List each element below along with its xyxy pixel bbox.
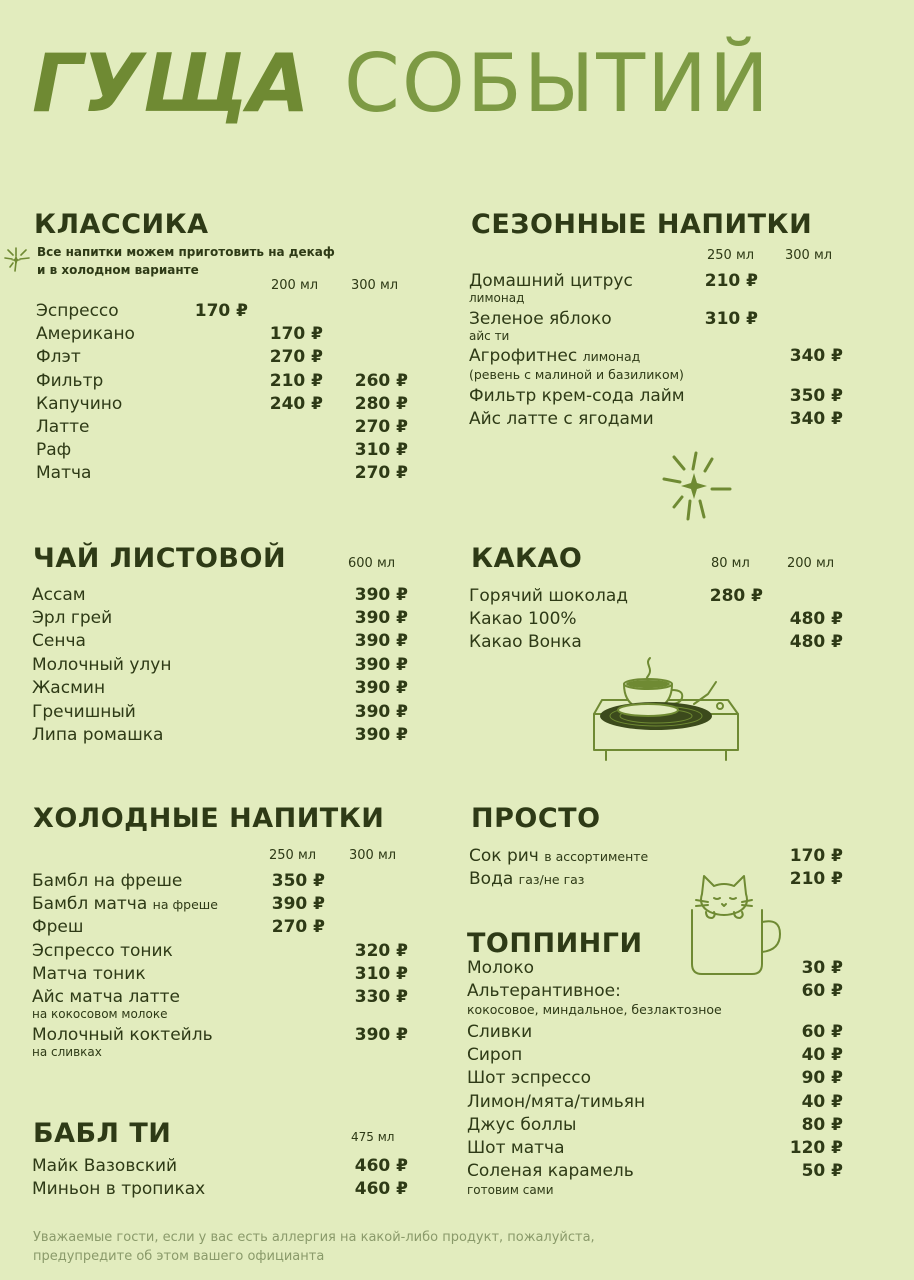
menu-item-price: 340 ₽ [789,409,843,429]
menu-item-name: Молочный улун [32,655,172,675]
menu-item-price: 330 ₽ [354,987,408,1007]
menu-item-price: 30 ₽ [801,958,843,978]
menu-item-name: Фильтр крем-сода лайм [469,386,685,406]
menu-item-name: Шот эспрессо [467,1068,592,1088]
menu-item-name: Раф [36,440,72,460]
size-label: 250 мл [269,848,317,863]
menu-item-price: 40 ₽ [801,1092,843,1112]
menu-item-price: 210 ₽ [269,371,323,391]
menu-item-sub: на сливках [32,1045,102,1059]
menu-item-name: Липа ромашка [32,725,164,745]
allergy-notice: Уважаемые гости, если у вас есть аллергия на какой-либо продукт, пожалуйста, предупредите об этом вашего официанта [33,1230,595,1264]
size-label: 300 мл [785,248,833,263]
cat-in-cup-icon [686,872,786,978]
menu-item-name: Фильтр [36,371,104,391]
menu-item-price: 390 ₽ [271,894,325,914]
menu-item-inline-sub: газ/не газ [518,872,585,887]
menu-item-name: Сок рич в ассортименте [469,846,649,866]
menu-item-price: 120 ₽ [789,1138,843,1158]
size-label: 250 мл [707,248,755,263]
menu-item-name: Зеленое яблоко [469,309,612,329]
menu-item-price: 80 ₽ [801,1115,843,1135]
menu-item-sub: кокосовое, миндальное, безлактозное [467,1002,722,1017]
section-title-bubble: БАБЛ ТИ [33,1118,172,1149]
menu-item-price: 170 ₽ [194,301,248,321]
menu-item-price: 260 ₽ [354,371,408,391]
section-title-tea: ЧАЙ ЛИСТОВОЙ [33,543,287,574]
menu-item-price: 170 ₽ [789,846,843,866]
menu-item-price: 60 ₽ [801,981,843,1001]
menu-item-price: 390 ₽ [354,678,408,698]
menu-item-inline-sub: на фреше [152,897,218,912]
menu-item-price: 480 ₽ [789,609,843,629]
menu-item-price: 270 ₽ [354,463,408,483]
menu-item-price: 480 ₽ [789,632,843,652]
menu-item-price: 320 ₽ [354,941,408,961]
size-label: 200 мл [787,556,835,571]
logo-sobytiy: СОБЫТИЙ [344,37,771,130]
menu-item-price: 460 ₽ [354,1179,408,1199]
menu-item-name: Джус боллы [467,1115,577,1135]
menu-item-price: 390 ₽ [354,725,408,745]
menu-item-price: 40 ₽ [801,1045,843,1065]
menu-item-price: 350 ₽ [789,386,843,406]
menu-item-name: Матча [36,463,92,483]
menu-item-price: 60 ₽ [801,1022,843,1042]
menu-item-price: 310 ₽ [354,964,408,984]
menu-item-name: Вода газ/не газ [469,869,585,889]
menu-item-price: 270 ₽ [354,417,408,437]
size-label: 80 мл [711,556,750,571]
menu-item-name: Какао 100% [469,609,577,629]
sparkle-icon [660,449,736,525]
menu-item-name: Горячий шоколад [469,586,628,606]
menu-item-name: Эспрессо тоник [32,941,173,961]
menu-item-name: Сливки [467,1022,533,1042]
menu-item-name: Фреш [32,917,84,937]
coffee-turntable-icon [588,654,744,766]
menu-item-price: 390 ₽ [354,1025,408,1045]
menu-item-sub: лимонад [469,291,525,305]
size-label: 475 мл [351,1130,395,1144]
size-label: 300 мл [349,848,397,863]
menu-item-name: Сироп [467,1045,523,1065]
menu-item-price: 170 ₽ [269,324,323,344]
menu-item-name: Майк Вазовский [32,1156,178,1176]
section-title-cocoa: КАКАО [471,543,583,574]
menu-item-name: Молочный коктейль [32,1025,213,1045]
menu-item-price: 210 ₽ [704,271,758,291]
menu-item-name: Сенча [32,631,86,651]
menu-item-price: 350 ₽ [271,871,325,891]
menu-item-name: Флэт [36,347,81,367]
menu-item-name: Альтерантивное: [467,981,621,1001]
section-title-classic: КЛАССИКА [34,209,209,240]
menu-item-name: Домашний цитрус [469,271,633,291]
menu-item-name: Латте [36,417,90,437]
menu-item-price: 90 ₽ [801,1068,843,1088]
classic-note: Все напитки можем приготовить на декаф и в холодном варианте [37,245,335,277]
menu-item-price: 390 ₽ [354,585,408,605]
size-label: 600 мл [348,556,396,571]
menu-item-name: Миньон в тропиках [32,1179,206,1199]
menu-item-name: Бамбл на фреше [32,871,183,891]
menu-item-name: Какао Вонка [469,632,582,652]
menu-item-name: Капучино [36,394,123,414]
menu-item-price: 390 ₽ [354,655,408,675]
menu-item-price: 390 ₽ [354,608,408,628]
menu-item-price: 280 ₽ [709,586,763,606]
menu-item-name: Эрл грей [32,608,113,628]
menu-item-name: Соленая карамель [467,1161,634,1181]
menu-item-name: Эспрессо [36,301,119,321]
menu-item-price: 310 ₽ [704,309,758,329]
menu-item-name: Лимон/мята/тимьян [467,1092,646,1112]
menu-item-sub: готовим сами [467,1183,554,1197]
section-title-seasonal: СЕЗОННЫЕ НАПИТКИ [471,209,813,240]
menu-item-sub: на кокосовом молоке [32,1007,168,1021]
menu-item-sub: (ревень с малиной и базиликом) [469,367,684,382]
menu-item-name: Гречишный [32,702,136,722]
menu-item-price: 270 ₽ [271,917,325,937]
sparkle-icon [2,240,34,274]
menu-item-name: Айс латте с ягодами [469,409,654,429]
menu-item-sub: айс ти [469,329,510,343]
menu-item-name: Ассам [32,585,86,605]
menu-item-name: Матча тоник [32,964,146,984]
menu-item-inline-sub: в ассортименте [544,849,649,864]
logo-guscha: ГУЩА [32,37,309,130]
menu-item-name: Молоко [467,958,535,978]
menu-item-name: Айс матча латте [32,987,180,1007]
menu-item-price: 210 ₽ [789,869,843,889]
size-label: 200 мл [271,278,319,293]
menu-item-name: Жасмин [32,678,106,698]
menu-item-price: 240 ₽ [269,394,323,414]
section-title-simple: ПРОСТО [471,803,601,834]
menu-item-price: 460 ₽ [354,1156,408,1176]
menu-item-price: 280 ₽ [354,394,408,414]
menu-item-name: Агрофитнес лимонад [469,346,641,366]
menu-item-price: 310 ₽ [354,440,408,460]
menu-item-name: Американо [36,324,135,344]
menu-item-price: 340 ₽ [789,346,843,366]
menu-item-name: Шот матча [467,1138,565,1158]
section-title-toppings: ТОППИНГИ [467,928,643,959]
menu-item-price: 390 ₽ [354,631,408,651]
menu-item-name: Бамбл матча на фреше [32,894,218,914]
menu-item-inline-sub: лимонад [582,349,641,364]
menu-item-price: 270 ₽ [269,347,323,367]
section-title-cold: ХОЛОДНЫЕ НАПИТКИ [33,803,385,834]
menu-item-price: 390 ₽ [354,702,408,722]
size-label: 300 мл [351,278,399,293]
menu-item-price: 50 ₽ [801,1161,843,1181]
